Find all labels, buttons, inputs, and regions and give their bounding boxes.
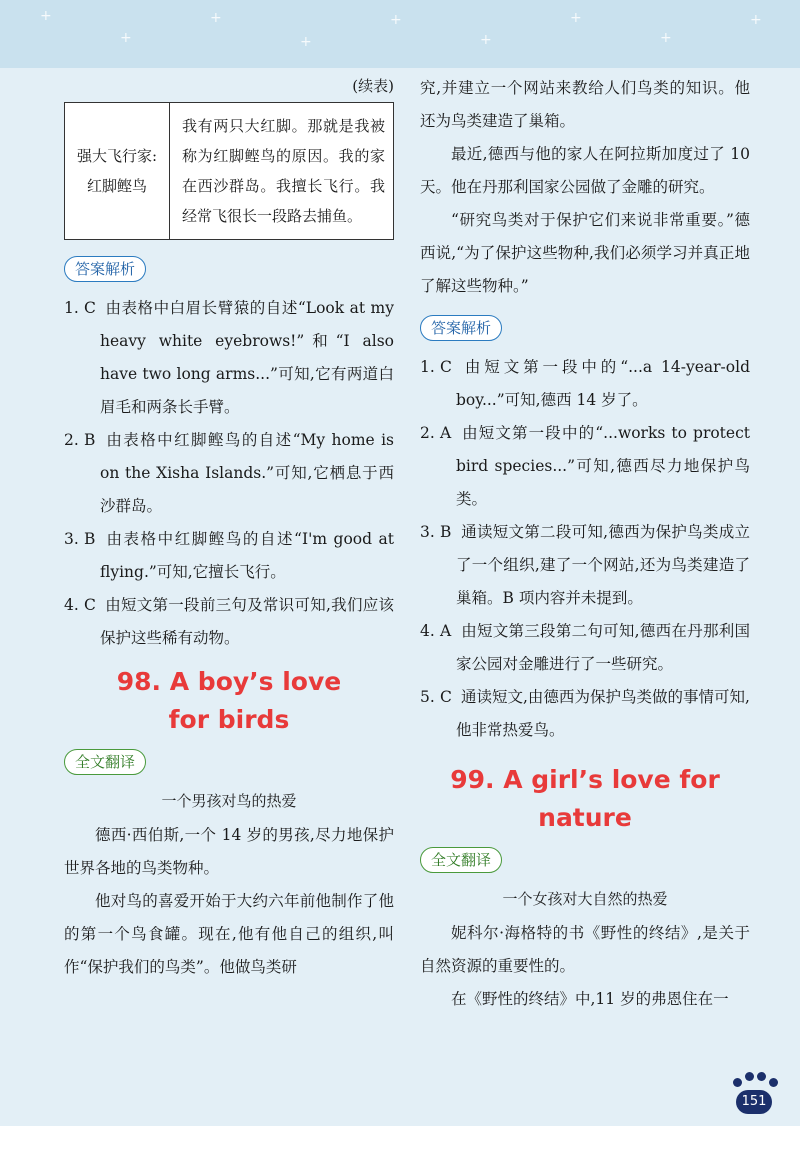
page-number: 151 xyxy=(736,1090,772,1114)
translation-subtitle: 一个男孩对鸟的热爱 xyxy=(161,792,297,810)
translation-label: 全文翻译 xyxy=(64,749,146,775)
answer-item: 1. C 由表格中白眉长臂猿的自述“Look at my heavy white eyebrows!”和“I also have two long arms...”可知,它有两道白眉毛和两条长手臂。 xyxy=(64,299,394,416)
answers-label: 答案解析 xyxy=(64,256,146,282)
answer-item: 4. A 由短文第三段第二句可知,德西在丹那利国家公园对金雕进行了一些研究。 xyxy=(420,622,750,673)
translation-paragraph: 德西·西伯斯,一个 14 岁的男孩,尽力地保护世界各地的鸟类物种。 xyxy=(64,826,394,877)
answer-item: 3. B 由表格中红脚鲣鸟的自述“I'm good at flying.”可知,它擅长飞行。 xyxy=(64,530,394,581)
translation-subtitle: 一个女孩对大自然的热爱 xyxy=(502,890,668,908)
answer-item: 1. C 由短文第一段中的“...a 14-year-old boy...”可知,德西 14 岁了。 xyxy=(420,358,750,409)
paw-icon xyxy=(757,1072,766,1081)
answer-item: 4. C 由短文第一段前三句及常识可知,我们应该保护这些稀有动物。 xyxy=(64,596,394,647)
top-decorative-band: + + + + + + + + + xyxy=(0,0,800,68)
translation-paragraph: 他对鸟的喜爱开始于大约六年前他制作了他的第一个鸟食罐。现在,他有他自己的组织,叫作“保护我们的鸟类”。他做鸟类研 xyxy=(64,892,394,976)
table-animal-name: 强大飞行家: 红脚鲣鸟 xyxy=(65,103,170,240)
answers-label: 答案解析 xyxy=(420,315,502,341)
translation-paragraph: 在《野性的终结》中,11 岁的弗恩住在一 xyxy=(451,990,729,1008)
answers-list xyxy=(420,351,750,747)
answer-item: 2. A 由短文第一段中的“...works to protect bird species...”可知,德西尽力地保护鸟类。 xyxy=(420,424,750,508)
right-column xyxy=(420,72,750,1016)
translation-paragraph: 妮科尔·海格特的书《野性的终结》,是关于自然资源的重要性的。 xyxy=(420,924,750,975)
paw-icon xyxy=(769,1078,778,1087)
section-heading-99: 99. A girl’s love for nature xyxy=(450,765,720,832)
continued-table-label: (续表) xyxy=(352,77,394,95)
table-animal-description: 我有两只大红脚。那就是我被称为红脚鲣鸟的原因。我的家在西沙群岛。我擅长飞行。我经常飞很长一段路去捕鱼。 xyxy=(170,103,394,240)
table-row xyxy=(65,103,394,240)
bottom-margin xyxy=(0,1126,800,1152)
translation-paragraph: “研究鸟类对于保护它们来说非常重要。”德西说,“为了保护这些物种,我们必须学习并真正地了解这些物种。” xyxy=(420,211,750,295)
translation-continuation: 究,并建立一个网站来教给人们鸟类的知识。他还为鸟类建造了巢箱。 xyxy=(420,79,750,130)
translation-label: 全文翻译 xyxy=(420,847,502,873)
paw-icon xyxy=(745,1072,754,1081)
answer-item: 5. C 通读短文,由德西为保护鸟类做的事情可知,他非常热爱鸟。 xyxy=(420,688,750,739)
animal-table xyxy=(64,102,394,240)
answers-list xyxy=(64,292,394,655)
paw-icon xyxy=(733,1078,742,1087)
answer-item: 3. B 通读短文第二段可知,德西为保护鸟类成立了一个组织,建了一个网站,还为鸟类建造了巢箱。B 项内容并未提到。 xyxy=(420,523,750,607)
answer-item: 2. B 由表格中红脚鲣鸟的自述“My home is on the Xisha Islands.”可知,它栖息于西沙群岛。 xyxy=(64,431,394,515)
left-column xyxy=(64,72,394,984)
section-heading-98: 98. A boy’s love for birds xyxy=(116,667,342,734)
translation-paragraph: 最近,德西与他的家人在阿拉斯加度过了 10 天。他在丹那利国家公园做了金雕的研究。 xyxy=(420,145,750,196)
